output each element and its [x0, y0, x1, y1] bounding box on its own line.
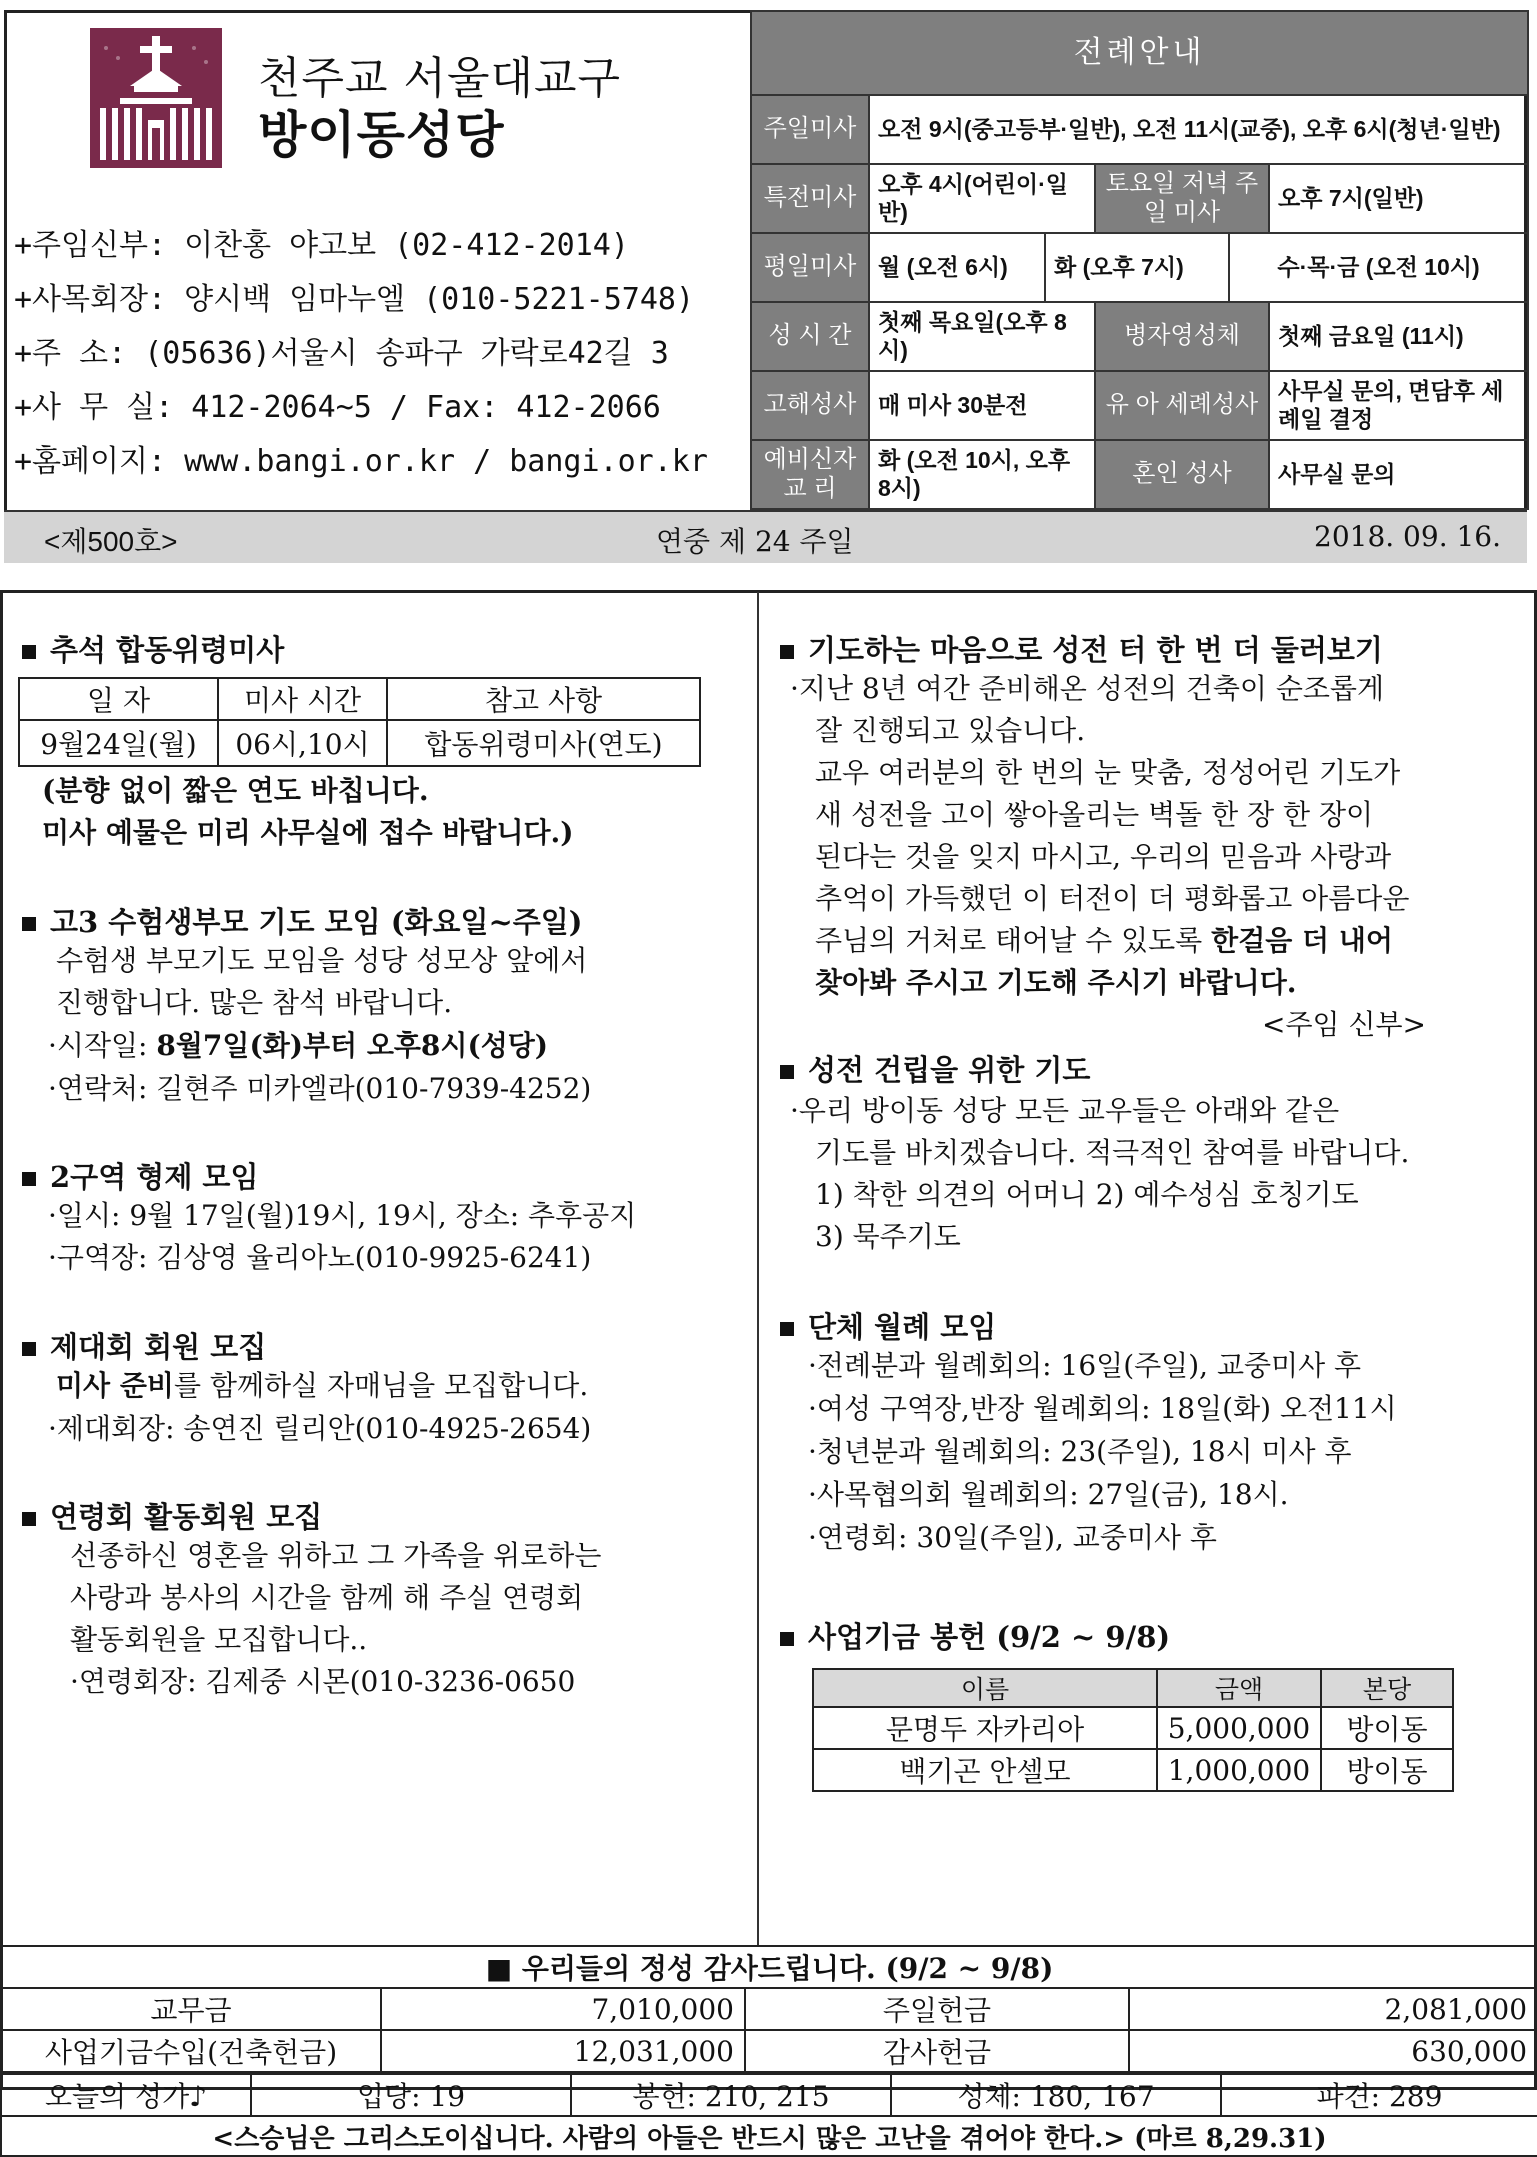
building-fund-table [812, 1668, 1454, 1792]
list-item: ·사목협의회 월례회의: 27일(금), 18시. [808, 1478, 1289, 1511]
weekday-wed-fri: 수·목·금 (오전 10시) [1229, 233, 1528, 302]
bullet-square-icon [780, 1632, 794, 1646]
table-cell: 9월24일(월) [19, 720, 218, 766]
pastor-info: +주임신부: 이찬홍 야고보 (02-412-2014) [14, 228, 629, 263]
liturgy-schedule [750, 10, 1527, 510]
column-divider [757, 592, 759, 1945]
offering-amount: 2,081,000 [1129, 1988, 1537, 2030]
donation-amount: 1,000,000 [1157, 1749, 1321, 1791]
body-text: ·지난 8년 여간 준비해온 성전의 건축이 순조롭게 [790, 672, 1385, 705]
table-header: 금액 [1157, 1669, 1321, 1707]
office-info: +사 무 실: 412-2064~5 / Fax: 412-2066 [14, 390, 661, 425]
hymn-offertory: 봉헌: 210, 215 [571, 2074, 891, 2116]
section-altar-guild: 제대회 회원 모집 [22, 1325, 266, 1366]
body-text: 선종하신 영혼을 위하고 그 가족을 위로하는 [70, 1539, 602, 1572]
bullet-square-icon [22, 1512, 36, 1526]
vigil-mass-label: 특전미사 [751, 164, 869, 233]
sunday-mass-label: 주일미사 [751, 95, 869, 164]
body-text: 기도를 바치겠습니다. 적극적인 참여를 바랍니다. [815, 1136, 1410, 1169]
bullet-square-icon [22, 1342, 36, 1356]
prayer-start: ·시작일: 8월7일(화)부터 오후8시(성당) [48, 1029, 549, 1062]
sick-communion-label: 병자영성체 [1095, 302, 1269, 371]
bullet-square-icon [780, 1322, 794, 1336]
catechumen-time: 화 (오전 10시, 오후 8시) [869, 440, 1095, 509]
bullet-square-icon [22, 645, 36, 659]
issue-bar [4, 510, 1527, 563]
altar-guild-contact: ·제대회장: 송연진 릴리안(010-4925-2654) [48, 1412, 592, 1445]
table-header: 본당 [1321, 1669, 1453, 1707]
offering-label: 주일헌금 [745, 1988, 1129, 2030]
saturday-mass-label: 토요일 저녁 주일 미사 [1095, 164, 1269, 233]
hymn-communion: 성체: 180, 167 [891, 2074, 1221, 2116]
signature: <주임 신부> [1262, 1008, 1427, 1041]
body-text: 활동회원을 모집합니다.. [70, 1623, 368, 1656]
table-row [813, 1707, 1453, 1749]
section-building-prayer: 성전 건립을 위한 기도 [780, 1048, 1090, 1089]
offering-amount: 7,010,000 [381, 1988, 745, 2030]
saturday-mass-time: 오후 7시(일반) [1269, 164, 1528, 233]
chuseok-note: 미사 예물은 미리 사무실에 접수 바랍니다.) [42, 816, 574, 849]
hymn-recessional: 파견: 289 [1221, 2074, 1537, 2116]
section-district2-meeting: 2구역 형제 모임 [22, 1155, 258, 1196]
table-header: 이름 [813, 1669, 1157, 1707]
section-exam-parents-prayer: 고3 수험생부모 기도 모임 (화요일~주일) [22, 900, 583, 941]
offering-label: 사업기금수입(건축헌금) [1, 2030, 381, 2072]
address-info: +주 소: (05636)서울시 송파구 가락로42길 3 [14, 336, 669, 371]
body-text: 1) 착한 의견의 어머니 2) 예수성심 호칭기도 [815, 1178, 1359, 1211]
list-item: ·청년분과 월례회의: 23(주일), 18시 미사 후 [808, 1435, 1352, 1468]
parish-diocese: 천주교 서울대교구 [258, 53, 622, 104]
donor-parish: 방이동 [1321, 1707, 1453, 1749]
body-text: 새 성전을 고이 쌓아올리는 벽돌 한 장 한 장이 [815, 798, 1374, 831]
marriage-info: 사무실 문의 [1269, 440, 1528, 509]
vigil-mass-time: 오후 4시(어린이·일반) [869, 164, 1095, 233]
table-header: 참고 사항 [387, 678, 700, 720]
council-info: +사목회장: 양시백 임마누엘 (010-5221-5748) [14, 282, 695, 317]
list-item: ·전례분과 월례회의: 16일(주일), 교중미사 후 [808, 1349, 1362, 1382]
bullet-square-icon [22, 917, 36, 931]
issue-date: 2018. 09. 16. [1314, 520, 1502, 553]
table-cell: 합동위령미사(연도) [387, 720, 700, 766]
body-text: 찾아봐 주시고 기도해 주시기 바랍니다. [815, 966, 1297, 999]
holy-hour-time: 첫째 목요일(오후 8시) [869, 302, 1095, 371]
offering-amount: 630,000 [1129, 2030, 1537, 2072]
gospel-quote: <스승님은 그리스도이십니다. 사람의 아들은 반드시 많은 고난을 겪어야 한다.> (마르 8,29.31) [1, 2116, 1537, 2156]
confession-time: 매 미사 30분전 [869, 371, 1095, 440]
offering-label: 감사헌금 [745, 2030, 1129, 2072]
hymn-entrance: 입당: 19 [251, 2074, 571, 2116]
body-text: 된다는 것을 잊지 마시고, 우리의 믿음과 사랑과 [815, 840, 1392, 873]
body-text: 교우 여러분의 한 번의 눈 맞춤, 정성어린 기도가 [815, 756, 1401, 789]
donor-name: 백기곤 안셀모 [813, 1749, 1157, 1791]
bullet-square-icon [780, 1065, 794, 1079]
hymn-label: 오늘의 성가♪ [1, 2074, 251, 2116]
marriage-label: 혼인 성사 [1095, 440, 1269, 509]
body-text: 진행합니다. 많은 참석 바랍니다. [56, 986, 453, 1019]
body-text: 추억이 가득했던 이 터전이 더 평화롭고 아름다운 [815, 882, 1410, 915]
parish-logo [90, 28, 222, 168]
donation-amount: 5,000,000 [1157, 1707, 1321, 1749]
table-header: 일 자 [19, 678, 218, 720]
holy-hour-label: 성 시 간 [751, 302, 869, 371]
catechumen-label: 예비신자 교 리 [751, 440, 869, 509]
section-chuseok-mass: 추석 합동위령미사 [22, 628, 284, 669]
offering-label: 교무금 [1, 1988, 381, 2030]
offering-footer [0, 1945, 1537, 2154]
body-text: 3) 묵주기도 [815, 1220, 961, 1253]
body-text: 잘 진행되고 있습니다. [815, 714, 1086, 747]
issue-number: <제500호> [44, 526, 178, 557]
chuseok-mass-table [18, 677, 701, 767]
section-building-fund: 사업기금 봉헌 (9/2 ~ 9/8) [780, 1615, 1170, 1656]
parish-name: 방이동성당 [258, 105, 505, 164]
body-text: ·우리 방이동 성당 모든 교우들은 아래와 같은 [790, 1094, 1340, 1127]
liturgical-week: 연중 제 24 주일 [656, 525, 854, 558]
list-item: ·연령회: 30일(주일), 교중미사 후 [808, 1521, 1217, 1554]
offering-title: ■ 우리들의 정성 감사드립니다. (9/2 ~ 9/8) [1, 1946, 1537, 1988]
chuseok-note: (분향 없이 짧은 연도 바칩니다. [42, 774, 429, 807]
table-row [813, 1749, 1453, 1791]
confession-label: 고해성사 [751, 371, 869, 440]
infant-baptism-info: 사무실 문의, 면담후 세례일 결정 [1269, 371, 1528, 440]
body-text: 수험생 부모기도 모임을 성당 성모상 앞에서 [56, 944, 588, 977]
body-text: ·일시: 9월 17일(월)19시, 19시, 장소: 추후공지 [48, 1199, 637, 1232]
section-church-site: 기도하는 마음으로 성전 터 한 번 더 둘러보기 [780, 628, 1383, 669]
section-monthly-meetings: 단체 월례 모임 [780, 1305, 996, 1346]
sunday-mass-times: 오전 9시(중고등부·일반), 오전 11시(교중), 오후 6시(청년·일반) [869, 95, 1528, 164]
body-text: 사랑과 봉사의 시간을 함께 해 주실 연령회 [70, 1581, 584, 1614]
table-header: 미사 시간 [218, 678, 387, 720]
body-text: ·구역장: 김상영 율리아노(010-9925-6241) [48, 1241, 592, 1274]
liturgy-title: 전례안내 [751, 11, 1528, 95]
sick-communion-time: 첫째 금요일 (11시) [1269, 302, 1528, 371]
funeral-society-contact: ·연령회장: 김제중 시몬(010-3236-0650 [70, 1665, 576, 1698]
table-cell: 06시,10시 [218, 720, 387, 766]
offering-amount: 12,031,000 [381, 2030, 745, 2072]
list-item: ·여성 구역장,반장 월례회의: 18일(화) 오전11시 [808, 1392, 1397, 1425]
body-text: 미사 준비를 함께하실 자매님을 모집합니다. [56, 1369, 589, 1402]
donor-name: 문명두 자카리아 [813, 1707, 1157, 1749]
prayer-contact: ·연락처: 길현주 미카엘라(010-7939-4252) [48, 1072, 592, 1105]
body-text: 주님의 거처로 태어날 수 있도록 한걸음 더 내어 [815, 924, 1393, 957]
weekday-mass-label: 평일미사 [751, 233, 869, 302]
donor-parish: 방이동 [1321, 1749, 1453, 1791]
bullet-square-icon [22, 1172, 36, 1186]
homepage-info: +홈페이지: www.bangi.or.kr / bangi.or.kr [14, 444, 708, 479]
weekday-tue: 화 (오후 7시) [1045, 233, 1229, 302]
section-funeral-society: 연령회 활동회원 모집 [22, 1495, 322, 1536]
bullet-square-icon [780, 645, 794, 659]
infant-baptism-label: 유 아 세례성사 [1095, 371, 1269, 440]
weekday-mon: 월 (오전 6시) [869, 233, 1045, 302]
